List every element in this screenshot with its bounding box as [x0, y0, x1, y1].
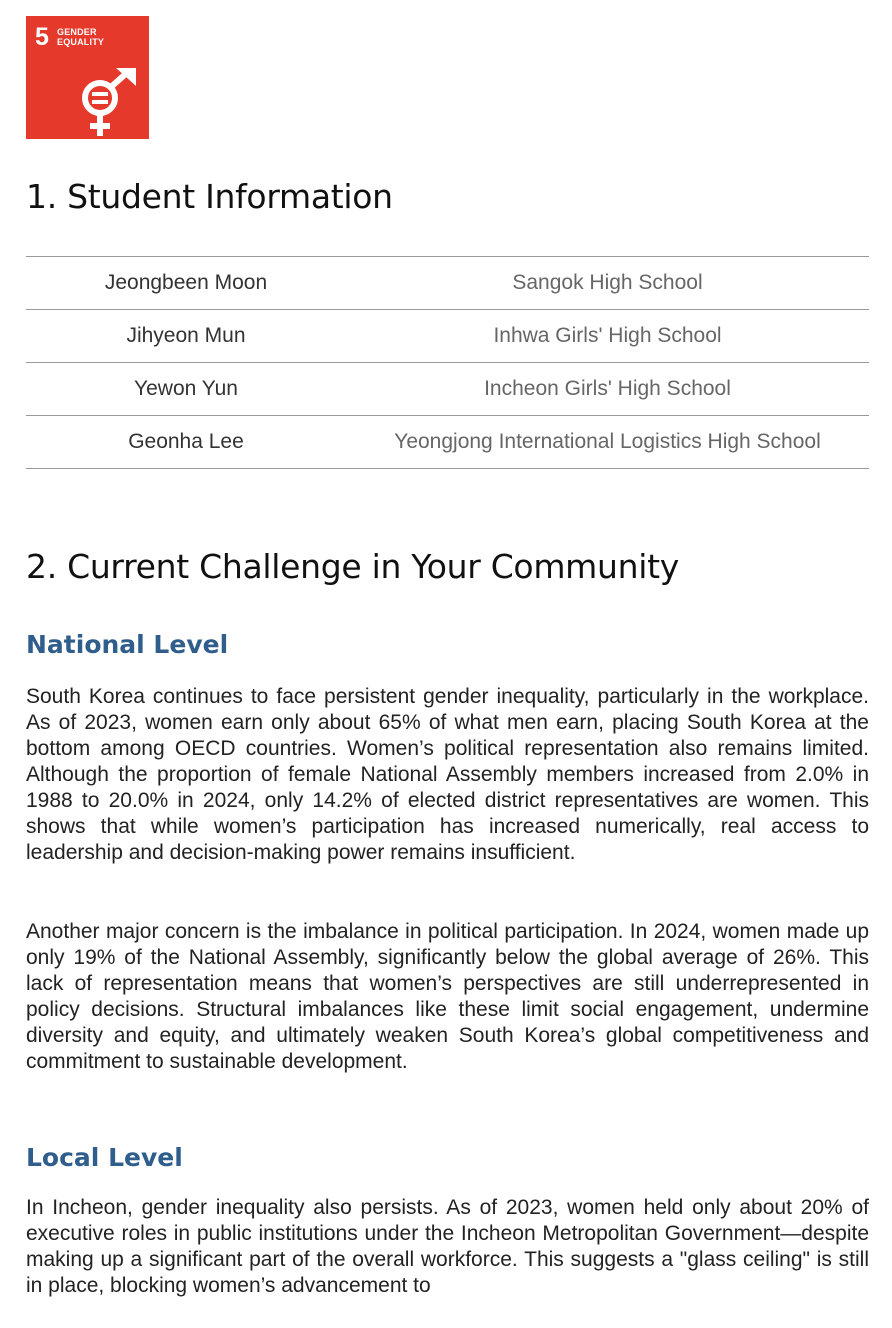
student-name: Jeongbeen Moon [26, 257, 346, 310]
goal-title-line1: GENDER [57, 27, 97, 37]
sdg5-logo [26, 16, 149, 139]
student-school: Inhwa Girls' High School [346, 310, 869, 363]
paragraph-local-1: In Incheon, gender inequality also persists. As of 2023, women held only about 20% of executive roles in public institutions under the Incheon Metropolitan Government—despite making up a significant part of the overall workforce. This suggests a "glass ceiling" is still in place, blocking women’s advancement to [26, 1196, 869, 1297]
student-school: Incheon Girls' High School [346, 363, 869, 416]
goal-title-line2: EQUALITY [57, 37, 105, 47]
table-row [26, 257, 869, 310]
gender-equality-icon [78, 68, 144, 138]
paragraph-national-1: South Korea continues to face persistent gender inequality, particularly in the workplace. As of 2023, women earn only about 65% of what men earn, placing South Korea at the bottom among OECD countries. Women’s political representation also remains limited. Although the proportion of female National Assembly members increased from 2.0% in 1988 to 20.0% in 2024, only 14.2% of elected district representatives are women. This shows that while women’s participation has increased numerically, real access to leadership and decision-making power remains insufficient. [26, 685, 869, 864]
student-school: Sangok High School [346, 257, 869, 310]
paragraph-national-2: Another major concern is the imbalance in political participation. In 2024, women made up only 19% of the National Assembly, significantly below the global average of 26%. This lack of representation means that women’s perspectives are still underrepresented in policy decisions. Structural imbalances like these limit social engagement, undermine diversity and equity, and ultimately weaken South Korea’s global competitiveness and commitment to sustainable development. [26, 920, 869, 1073]
subheading-national-level: National Level [26, 630, 229, 659]
student-name: Yewon Yun [26, 363, 346, 416]
goal-number: 5 [35, 23, 49, 51]
student-school: Yeongjong International Logistics High School [346, 416, 869, 469]
goal-title [57, 27, 104, 47]
student-name: Jihyeon Mun [26, 310, 346, 363]
section-title-current-challenge: 2. Current Challenge in Your Community [26, 547, 679, 586]
section-title-student-info: 1. Student Information [26, 177, 393, 216]
table-row [26, 363, 869, 416]
student-name: Geonha Lee [26, 416, 346, 469]
student-table [26, 256, 869, 469]
table-row [26, 310, 869, 363]
table-row [26, 416, 869, 469]
subheading-local-level: Local Level [26, 1143, 183, 1172]
